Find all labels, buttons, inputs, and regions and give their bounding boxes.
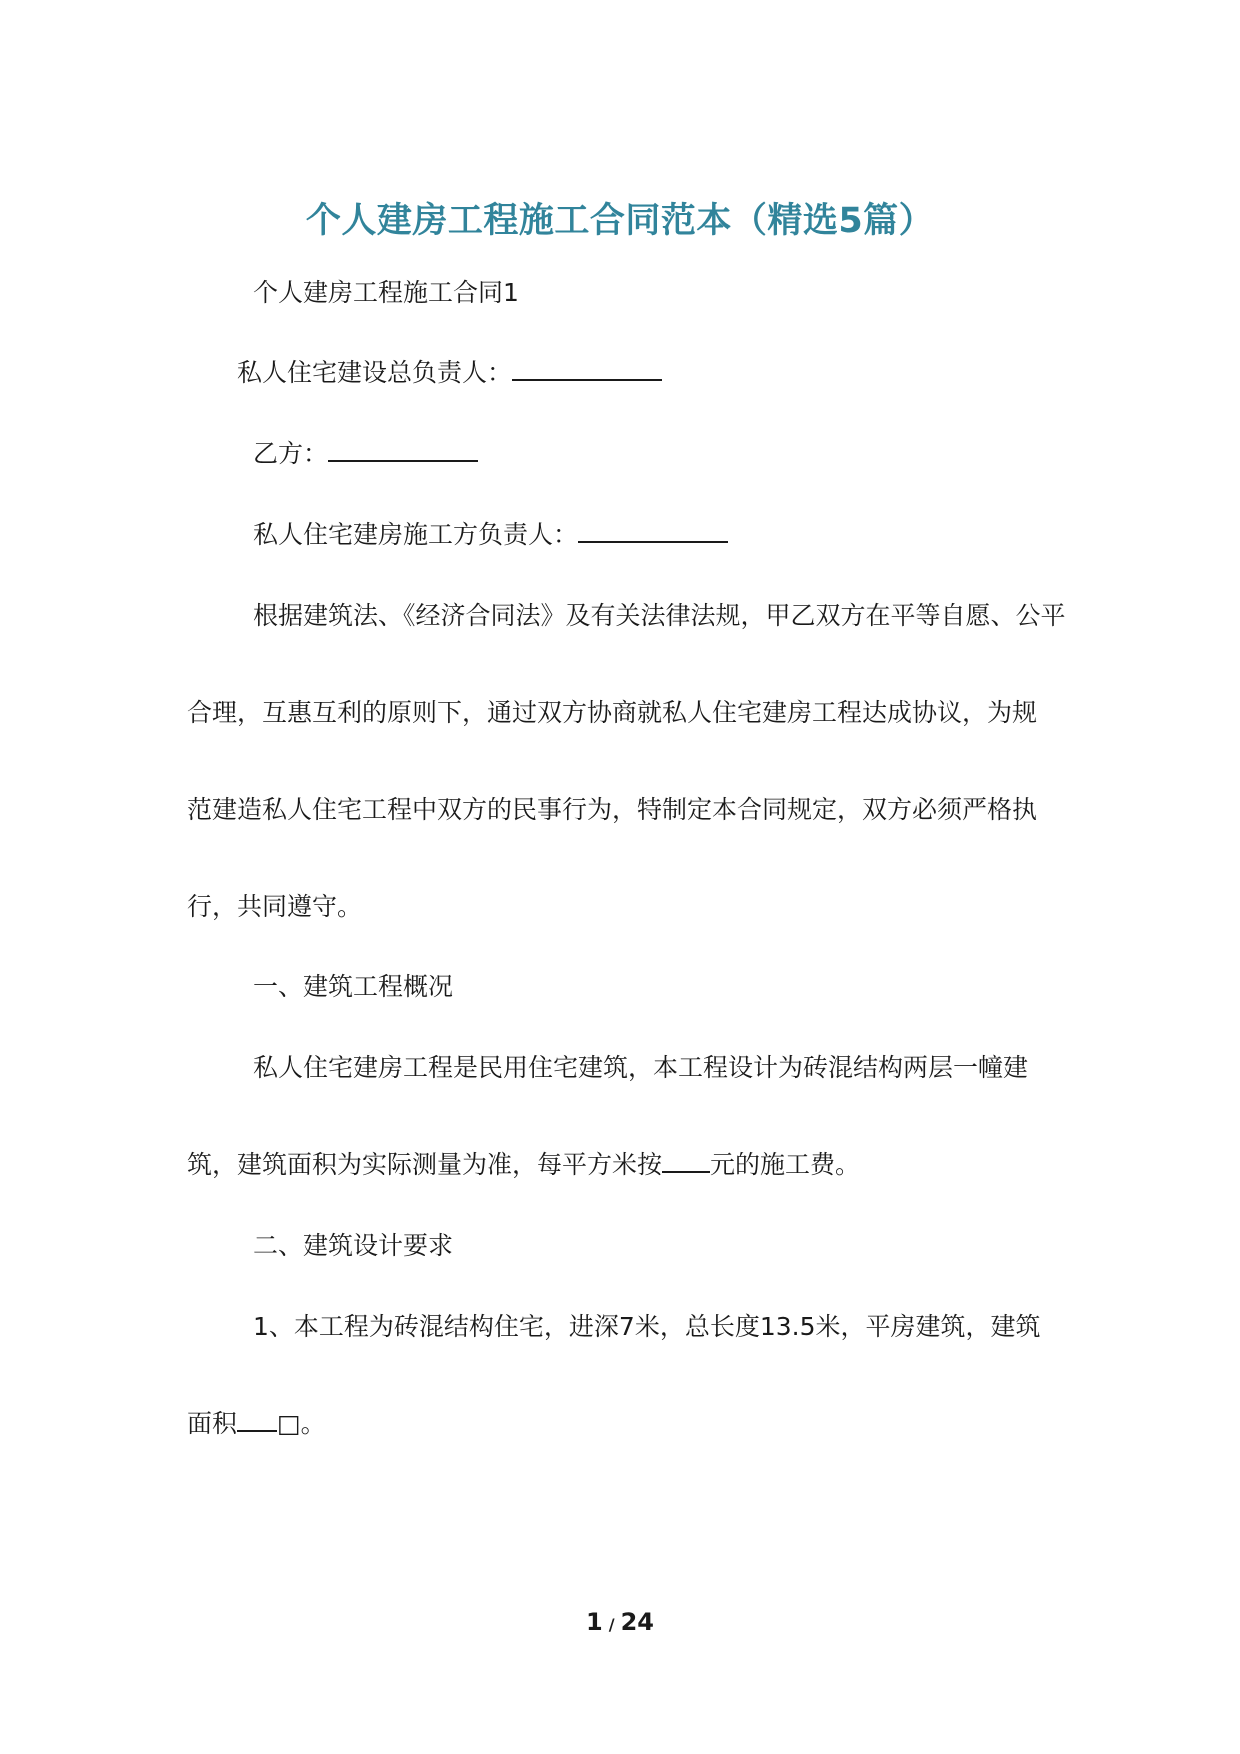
- missing-glyph: □: [277, 1409, 301, 1438]
- total-pages: 24: [620, 1608, 654, 1636]
- intro-line-1: 根据建筑法、《经济合同法》及有关法律法规，甲乙双方在平等自愿、公平: [253, 601, 1066, 630]
- party-b-field: [253, 437, 478, 471]
- price-blank: [662, 1149, 710, 1173]
- owner-field: [237, 356, 662, 390]
- intro-line-3: 范建造私人住宅工程中双方的民事行为，特制定本合同规定，双方必须严格执: [187, 795, 1038, 824]
- section2-item1-line-2: [187, 1407, 326, 1441]
- section2-item1-line-2-text: 面积: [187, 1409, 238, 1438]
- owner-field-label: 私人住宅建设总负责人：: [237, 358, 513, 387]
- section1-heading: 一、建筑工程概况: [253, 972, 454, 1001]
- area-blank: [237, 1408, 277, 1432]
- section1-line-1: 私人住宅建房工程是民用住宅建筑，本工程设计为砖混结构两层一幢建: [253, 1053, 1029, 1082]
- page-separator: /: [608, 1615, 615, 1634]
- builder-field-blank: [578, 519, 728, 543]
- section2-item1-line-1: 1、本工程为砖混结构住宅，进深7米，总长度13.5米，平房建筑，建筑: [253, 1312, 1041, 1341]
- section2-heading: 二、建筑设计要求: [253, 1231, 454, 1260]
- current-page: 1: [586, 1608, 603, 1636]
- intro-line-4: 行，共同遵守。: [187, 892, 363, 921]
- document-title: 个人建房工程施工合同范本（精选5篇）: [305, 201, 935, 241]
- section1-line-2-text: 筑，建筑面积为实际测量为准，每平方米按: [187, 1150, 663, 1179]
- builder-field-label: 私人住宅建房施工方负责人：: [253, 520, 579, 549]
- owner-field-blank: [512, 357, 662, 381]
- party-b-field-label: 乙方：: [253, 439, 329, 468]
- section2-item1-line-2-tail: 。: [300, 1409, 326, 1438]
- section1-line-2: [187, 1148, 860, 1182]
- section-heading: 个人建房工程施工合同1: [253, 278, 519, 307]
- builder-field: [253, 518, 728, 552]
- page-number: [0, 1605, 1240, 1642]
- section1-line-2-tail: 元的施工费。: [710, 1150, 861, 1179]
- intro-line-2: 合理，互惠互利的原则下，通过双方协商就私人住宅建房工程达成协议，为规: [187, 698, 1038, 727]
- party-b-field-blank: [328, 438, 478, 462]
